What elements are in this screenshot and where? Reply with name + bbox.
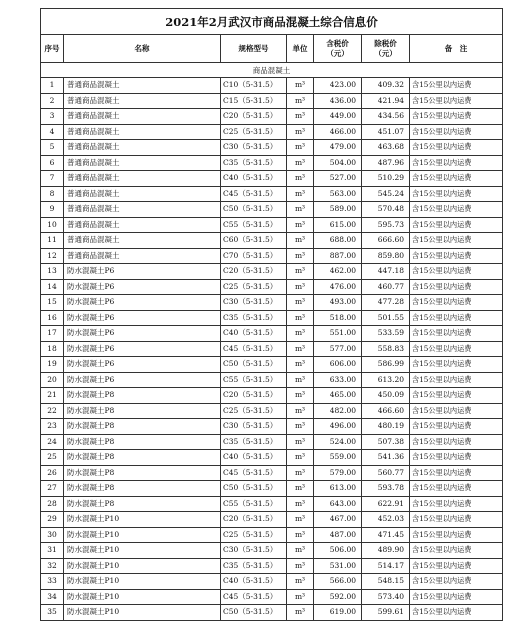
- cell-no: 28: [41, 496, 64, 512]
- table-row: [41, 512, 503, 528]
- cell-spec: C55（5-31.5）: [221, 217, 287, 233]
- cell-unit: m³: [287, 171, 314, 187]
- cell-note: 含15公里以内运费: [410, 372, 503, 388]
- cell-name: 防水混凝土P6: [64, 357, 221, 373]
- cell-no: 32: [41, 558, 64, 574]
- cell-no: 21: [41, 388, 64, 404]
- cell-unit: m³: [287, 279, 314, 295]
- cell-price-notax: 548.15: [362, 574, 410, 590]
- cell-spec: C50（5-31.5）: [221, 357, 287, 373]
- cell-price-tax: 476.00: [314, 279, 362, 295]
- cell-price-tax: 633.00: [314, 372, 362, 388]
- cell-spec: C10（5-31.5）: [221, 78, 287, 94]
- cell-no: 26: [41, 465, 64, 481]
- table-row: [41, 217, 503, 233]
- cell-no: 11: [41, 233, 64, 249]
- cell-note: 含15公里以内运费: [410, 527, 503, 543]
- table-row: [41, 171, 503, 187]
- cell-name: 普通商品混凝土: [64, 155, 221, 171]
- cell-price-tax: 563.00: [314, 186, 362, 202]
- cell-spec: C40（5-31.5）: [221, 326, 287, 342]
- cell-name: 普通商品混凝土: [64, 217, 221, 233]
- cell-note: 含15公里以内运费: [410, 589, 503, 605]
- cell-note: 含15公里以内运费: [410, 93, 503, 109]
- cell-unit: m³: [287, 543, 314, 559]
- cell-unit: m³: [287, 357, 314, 373]
- header-unit: 单位: [287, 35, 314, 63]
- cell-no: 19: [41, 357, 64, 373]
- cell-price-notax: 471.45: [362, 527, 410, 543]
- cell-note: 含15公里以内运费: [410, 465, 503, 481]
- cell-no: 22: [41, 403, 64, 419]
- cell-note: 含15公里以内运费: [410, 419, 503, 435]
- header-name: 名称: [64, 35, 221, 63]
- cell-note: 含15公里以内运费: [410, 450, 503, 466]
- cell-no: 16: [41, 310, 64, 326]
- cell-unit: m³: [287, 264, 314, 280]
- cell-note: 含15公里以内运费: [410, 124, 503, 140]
- cell-note: 含15公里以内运费: [410, 233, 503, 249]
- cell-no: 24: [41, 434, 64, 450]
- cell-spec: C40（5-31.5）: [221, 171, 287, 187]
- cell-unit: m³: [287, 512, 314, 528]
- cell-price-notax: 613.20: [362, 372, 410, 388]
- cell-price-tax: 465.00: [314, 388, 362, 404]
- table-row: [41, 605, 503, 621]
- table-row: [41, 372, 503, 388]
- table-row: [41, 78, 503, 94]
- cell-unit: m³: [287, 310, 314, 326]
- cell-no: 18: [41, 341, 64, 357]
- cell-no: 34: [41, 589, 64, 605]
- cell-name: 防水混凝土P10: [64, 527, 221, 543]
- cell-unit: m³: [287, 450, 314, 466]
- cell-price-tax: 559.00: [314, 450, 362, 466]
- cell-no: 17: [41, 326, 64, 342]
- cell-spec: C40（5-31.5）: [221, 450, 287, 466]
- cell-unit: m³: [287, 434, 314, 450]
- cell-no: 8: [41, 186, 64, 202]
- cell-name: 防水混凝土P6: [64, 341, 221, 357]
- cell-spec: C35（5-31.5）: [221, 155, 287, 171]
- cell-spec: C20（5-31.5）: [221, 512, 287, 528]
- table-row: [41, 248, 503, 264]
- cell-spec: C15（5-31.5）: [221, 93, 287, 109]
- table-row: [41, 233, 503, 249]
- header-note: 备 注: [410, 35, 503, 63]
- cell-no: 10: [41, 217, 64, 233]
- cell-note: 含15公里以内运费: [410, 155, 503, 171]
- cell-unit: m³: [287, 574, 314, 590]
- cell-price-notax: 586.99: [362, 357, 410, 373]
- cell-name: 防水混凝土P8: [64, 465, 221, 481]
- cell-price-tax: 566.00: [314, 574, 362, 590]
- cell-unit: m³: [287, 248, 314, 264]
- cell-unit: m³: [287, 233, 314, 249]
- cell-note: 含15公里以内运费: [410, 512, 503, 528]
- cell-price-notax: 570.48: [362, 202, 410, 218]
- cell-price-tax: 527.00: [314, 171, 362, 187]
- cell-name: 防水混凝土P6: [64, 326, 221, 342]
- cell-spec: C50（5-31.5）: [221, 202, 287, 218]
- cell-spec: C25（5-31.5）: [221, 527, 287, 543]
- cell-no: 5: [41, 140, 64, 156]
- cell-name: 防水混凝土P8: [64, 481, 221, 497]
- cell-name: 防水混凝土P10: [64, 574, 221, 590]
- cell-note: 含15公里以内运费: [410, 217, 503, 233]
- table-row: [41, 326, 503, 342]
- cell-note: 含15公里以内运费: [410, 403, 503, 419]
- table-row: [41, 264, 503, 280]
- cell-note: 含15公里以内运费: [410, 264, 503, 280]
- cell-price-tax: 531.00: [314, 558, 362, 574]
- cell-price-tax: 524.00: [314, 434, 362, 450]
- table-row: [41, 93, 503, 109]
- cell-spec: C35（5-31.5）: [221, 310, 287, 326]
- cell-price-notax: 487.96: [362, 155, 410, 171]
- cell-no: 9: [41, 202, 64, 218]
- cell-note: 含15公里以内运费: [410, 248, 503, 264]
- cell-spec: C50（5-31.5）: [221, 481, 287, 497]
- table-row: [41, 109, 503, 125]
- cell-price-notax: 409.32: [362, 78, 410, 94]
- cell-name: 普通商品混凝土: [64, 93, 221, 109]
- cell-no: 23: [41, 419, 64, 435]
- cell-no: 31: [41, 543, 64, 559]
- cell-no: 29: [41, 512, 64, 528]
- cell-spec: C55（5-31.5）: [221, 372, 287, 388]
- cell-unit: m³: [287, 388, 314, 404]
- cell-no: 27: [41, 481, 64, 497]
- cell-no: 14: [41, 279, 64, 295]
- cell-no: 7: [41, 171, 64, 187]
- header-price-tax: 含税价 （元）: [314, 35, 362, 63]
- cell-unit: m³: [287, 465, 314, 481]
- cell-name: 防水混凝土P8: [64, 450, 221, 466]
- cell-note: 含15公里以内运费: [410, 186, 503, 202]
- table-row: [41, 295, 503, 311]
- cell-note: 含15公里以内运费: [410, 171, 503, 187]
- cell-spec: C70（5-31.5）: [221, 248, 287, 264]
- cell-price-notax: 507.38: [362, 434, 410, 450]
- cell-name: 防水混凝土P10: [64, 558, 221, 574]
- cell-name: 普通商品混凝土: [64, 109, 221, 125]
- cell-note: 含15公里以内运费: [410, 496, 503, 512]
- cell-unit: m³: [287, 605, 314, 621]
- cell-name: 防水混凝土P6: [64, 279, 221, 295]
- cell-price-tax: 887.00: [314, 248, 362, 264]
- cell-price-tax: 504.00: [314, 155, 362, 171]
- table-row: [41, 186, 503, 202]
- cell-unit: m³: [287, 202, 314, 218]
- cell-spec: C50（5-31.5）: [221, 605, 287, 621]
- cell-price-tax: 496.00: [314, 419, 362, 435]
- cell-unit: m³: [287, 109, 314, 125]
- cell-no: 35: [41, 605, 64, 621]
- cell-price-tax: 592.00: [314, 589, 362, 605]
- table-row: [41, 574, 503, 590]
- cell-spec: C40（5-31.5）: [221, 574, 287, 590]
- table-row: [41, 434, 503, 450]
- cell-unit: m³: [287, 527, 314, 543]
- cell-spec: C30（5-31.5）: [221, 419, 287, 435]
- cell-note: 含15公里以内运费: [410, 574, 503, 590]
- cell-spec: C35（5-31.5）: [221, 558, 287, 574]
- cell-name: 防水混凝土P6: [64, 295, 221, 311]
- cell-no: 20: [41, 372, 64, 388]
- cell-price-notax: 421.94: [362, 93, 410, 109]
- cell-price-tax: 482.00: [314, 403, 362, 419]
- cell-price-tax: 493.00: [314, 295, 362, 311]
- cell-price-tax: 466.00: [314, 124, 362, 140]
- cell-price-tax: 487.00: [314, 527, 362, 543]
- header-spec: 规格型号: [221, 35, 287, 63]
- cell-no: 1: [41, 78, 64, 94]
- cell-name: 普通商品混凝土: [64, 78, 221, 94]
- cell-no: 25: [41, 450, 64, 466]
- cell-name: 防水混凝土P6: [64, 264, 221, 280]
- cell-unit: m³: [287, 341, 314, 357]
- cell-unit: m³: [287, 186, 314, 202]
- cell-unit: m³: [287, 217, 314, 233]
- cell-note: 含15公里以内运费: [410, 326, 503, 342]
- section-label: 商品混凝土: [41, 63, 503, 78]
- cell-price-notax: 622.91: [362, 496, 410, 512]
- cell-name: 防水混凝土P8: [64, 388, 221, 404]
- cell-price-notax: 463.68: [362, 140, 410, 156]
- cell-spec: C45（5-31.5）: [221, 186, 287, 202]
- cell-spec: C45（5-31.5）: [221, 589, 287, 605]
- cell-price-tax: 688.00: [314, 233, 362, 249]
- cell-note: 含15公里以内运费: [410, 558, 503, 574]
- cell-note: 含15公里以内运费: [410, 109, 503, 125]
- cell-name: 防水混凝土P6: [64, 372, 221, 388]
- cell-price-notax: 514.17: [362, 558, 410, 574]
- price-table: [40, 8, 503, 621]
- cell-no: 2: [41, 93, 64, 109]
- cell-price-notax: 501.55: [362, 310, 410, 326]
- cell-no: 13: [41, 264, 64, 280]
- table-row: [41, 279, 503, 295]
- cell-note: 含15公里以内运费: [410, 295, 503, 311]
- cell-price-tax: 577.00: [314, 341, 362, 357]
- cell-name: 普通商品混凝土: [64, 233, 221, 249]
- table-row: [41, 140, 503, 156]
- cell-price-tax: 613.00: [314, 481, 362, 497]
- cell-spec: C20（5-31.5）: [221, 388, 287, 404]
- cell-unit: m³: [287, 93, 314, 109]
- cell-price-notax: 573.40: [362, 589, 410, 605]
- cell-name: 普通商品混凝土: [64, 248, 221, 264]
- table-row: [41, 310, 503, 326]
- cell-name: 防水混凝土P10: [64, 512, 221, 528]
- table-row: [41, 465, 503, 481]
- cell-no: 30: [41, 527, 64, 543]
- cell-name: 防水混凝土P6: [64, 310, 221, 326]
- cell-price-tax: 606.00: [314, 357, 362, 373]
- cell-note: 含15公里以内运费: [410, 388, 503, 404]
- cell-price-tax: 449.00: [314, 109, 362, 125]
- cell-price-tax: 467.00: [314, 512, 362, 528]
- table-row: [41, 388, 503, 404]
- cell-name: 防水混凝土P8: [64, 434, 221, 450]
- cell-unit: m³: [287, 558, 314, 574]
- cell-name: 防水混凝土P10: [64, 589, 221, 605]
- cell-note: 含15公里以内运费: [410, 279, 503, 295]
- cell-price-tax: 551.00: [314, 326, 362, 342]
- cell-price-notax: 447.18: [362, 264, 410, 280]
- cell-price-tax: 506.00: [314, 543, 362, 559]
- cell-price-notax: 545.24: [362, 186, 410, 202]
- cell-note: 含15公里以内运费: [410, 202, 503, 218]
- cell-price-notax: 510.29: [362, 171, 410, 187]
- table-row: [41, 527, 503, 543]
- table-row: [41, 543, 503, 559]
- cell-price-notax: 533.59: [362, 326, 410, 342]
- cell-note: 含15公里以内运费: [410, 78, 503, 94]
- cell-name: 普通商品混凝土: [64, 171, 221, 187]
- cell-name: 防水混凝土P10: [64, 543, 221, 559]
- cell-price-notax: 452.03: [362, 512, 410, 528]
- cell-name: 防水混凝土P8: [64, 419, 221, 435]
- cell-price-tax: 436.00: [314, 93, 362, 109]
- cell-spec: C20（5-31.5）: [221, 109, 287, 125]
- cell-price-tax: 423.00: [314, 78, 362, 94]
- cell-spec: C45（5-31.5）: [221, 341, 287, 357]
- cell-price-notax: 666.60: [362, 233, 410, 249]
- cell-no: 12: [41, 248, 64, 264]
- table-row: [41, 403, 503, 419]
- table-row: [41, 496, 503, 512]
- cell-price-tax: 579.00: [314, 465, 362, 481]
- cell-no: 15: [41, 295, 64, 311]
- cell-price-tax: 643.00: [314, 496, 362, 512]
- cell-note: 含15公里以内运费: [410, 481, 503, 497]
- cell-name: 普通商品混凝土: [64, 124, 221, 140]
- cell-price-tax: 518.00: [314, 310, 362, 326]
- cell-price-tax: 479.00: [314, 140, 362, 156]
- table-row: [41, 558, 503, 574]
- cell-no: 33: [41, 574, 64, 590]
- cell-spec: C30（5-31.5）: [221, 140, 287, 156]
- cell-price-notax: 593.78: [362, 481, 410, 497]
- cell-unit: m³: [287, 419, 314, 435]
- cell-name: 防水混凝土P8: [64, 496, 221, 512]
- cell-price-notax: 434.56: [362, 109, 410, 125]
- cell-note: 含15公里以内运费: [410, 434, 503, 450]
- cell-spec: C30（5-31.5）: [221, 543, 287, 559]
- table-row: [41, 419, 503, 435]
- cell-unit: m³: [287, 481, 314, 497]
- cell-spec: C35（5-31.5）: [221, 434, 287, 450]
- cell-no: 4: [41, 124, 64, 140]
- cell-price-notax: 558.83: [362, 341, 410, 357]
- cell-no: 3: [41, 109, 64, 125]
- cell-name: 普通商品混凝土: [64, 202, 221, 218]
- cell-price-notax: 477.28: [362, 295, 410, 311]
- cell-spec: C25（5-31.5）: [221, 279, 287, 295]
- table-row: [41, 341, 503, 357]
- table-row: [41, 155, 503, 171]
- cell-price-notax: 599.61: [362, 605, 410, 621]
- table-title: 2021年2月武汉市商品混凝土综合信息价: [41, 9, 503, 35]
- header-no: 序号: [41, 35, 64, 63]
- cell-unit: m³: [287, 140, 314, 156]
- cell-price-notax: 450.09: [362, 388, 410, 404]
- cell-price-notax: 451.07: [362, 124, 410, 140]
- cell-note: 含15公里以内运费: [410, 605, 503, 621]
- cell-unit: m³: [287, 372, 314, 388]
- cell-note: 含15公里以内运费: [410, 140, 503, 156]
- cell-spec: C20（5-31.5）: [221, 264, 287, 280]
- cell-unit: m³: [287, 403, 314, 419]
- cell-price-tax: 619.00: [314, 605, 362, 621]
- cell-price-notax: 489.90: [362, 543, 410, 559]
- cell-price-notax: 560.77: [362, 465, 410, 481]
- cell-name: 普通商品混凝土: [64, 186, 221, 202]
- cell-spec: C30（5-31.5）: [221, 295, 287, 311]
- cell-spec: C55（5-31.5）: [221, 496, 287, 512]
- table-row: [41, 202, 503, 218]
- cell-name: 防水混凝土P10: [64, 605, 221, 621]
- cell-price-tax: 462.00: [314, 264, 362, 280]
- cell-spec: C25（5-31.5）: [221, 403, 287, 419]
- cell-price-notax: 480.19: [362, 419, 410, 435]
- cell-spec: C25（5-31.5）: [221, 124, 287, 140]
- cell-note: 含15公里以内运费: [410, 341, 503, 357]
- cell-note: 含15公里以内运费: [410, 543, 503, 559]
- table-row: [41, 124, 503, 140]
- table-row: [41, 481, 503, 497]
- cell-unit: m³: [287, 326, 314, 342]
- table-row: [41, 589, 503, 605]
- cell-unit: m³: [287, 78, 314, 94]
- cell-price-notax: 466.60: [362, 403, 410, 419]
- cell-spec: C60（5-31.5）: [221, 233, 287, 249]
- cell-unit: m³: [287, 295, 314, 311]
- cell-spec: C45（5-31.5）: [221, 465, 287, 481]
- cell-price-tax: 615.00: [314, 217, 362, 233]
- cell-no: 6: [41, 155, 64, 171]
- cell-note: 含15公里以内运费: [410, 310, 503, 326]
- cell-unit: m³: [287, 124, 314, 140]
- cell-price-notax: 541.36: [362, 450, 410, 466]
- cell-unit: m³: [287, 496, 314, 512]
- cell-name: 防水混凝土P8: [64, 403, 221, 419]
- cell-unit: m³: [287, 155, 314, 171]
- header-price-notax: 除税价 （元）: [362, 35, 410, 63]
- cell-price-notax: 595.73: [362, 217, 410, 233]
- cell-unit: m³: [287, 589, 314, 605]
- cell-price-tax: 589.00: [314, 202, 362, 218]
- cell-price-notax: 460.77: [362, 279, 410, 295]
- table-row: [41, 450, 503, 466]
- cell-name: 普通商品混凝土: [64, 140, 221, 156]
- cell-note: 含15公里以内运费: [410, 357, 503, 373]
- cell-price-notax: 859.80: [362, 248, 410, 264]
- table-row: [41, 357, 503, 373]
